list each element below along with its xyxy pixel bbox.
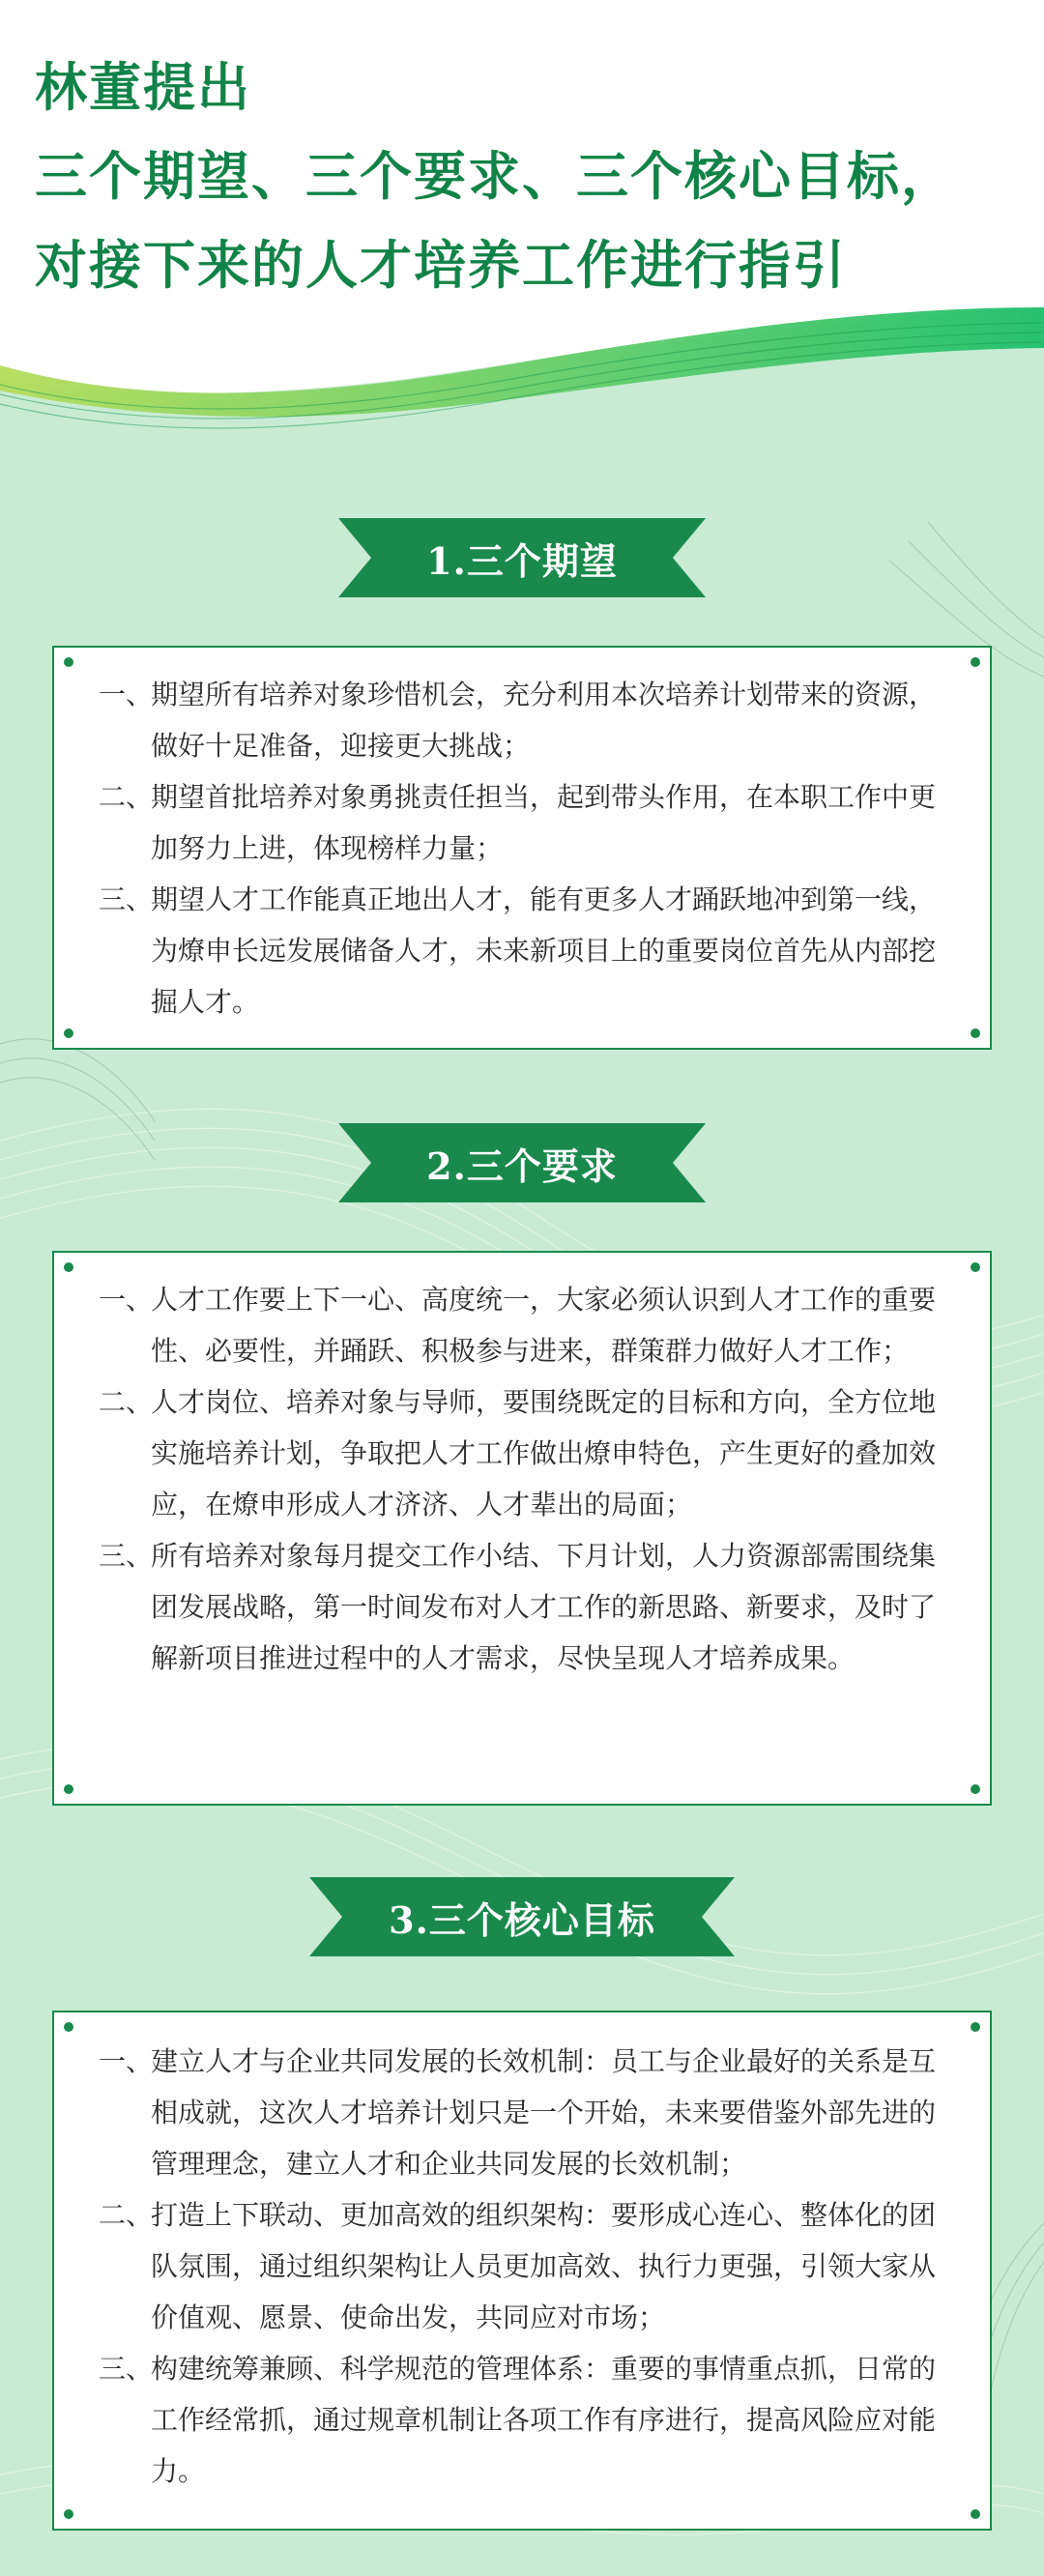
section-3-title: 3.三个核心目标 xyxy=(389,1897,655,1942)
corner-dot xyxy=(971,2509,980,2519)
item-number: 三、 xyxy=(99,1540,154,1572)
header xyxy=(0,0,1044,445)
corner-dot xyxy=(971,1784,980,1794)
list-item xyxy=(54,669,990,771)
item-number: 一、 xyxy=(99,2045,154,2077)
item-number: 三、 xyxy=(99,2353,154,2385)
item-number: 三、 xyxy=(99,883,154,915)
item-text: 人才岗位、培养对象与导师，要围绕既定的目标和方向，全方位地实施培养计划，争取把人才工作做出燎申特色，产生更好的叠加效应，在燎申形成人才济济、人才辈出的局面； xyxy=(151,1386,937,1520)
corner-dot xyxy=(64,1028,73,1038)
corner-dot xyxy=(971,2022,980,2032)
item-text: 建立人才与企业共同发展的长效机制：员工与企业最好的关系是互相成就，这次人才培养计划只是一个开始，未来要借鉴外部先进的管理理念，建立人才和企业共同发展的长效机制； xyxy=(151,2045,937,2180)
item-text: 所有培养对象每月提交工作小结、下月计划，人力资源部需围绕集团发展战略，第一时间发布对人才工作的新思路、新要求，及时了解新项目推进过程中的人才需求，尽快呈现人才培养成果。 xyxy=(151,1540,937,1674)
corner-dot xyxy=(64,657,73,667)
section-3-list xyxy=(54,2012,990,2497)
title-line-3: 对接下来的人才培养工作进行指引 xyxy=(35,234,847,296)
section-3-box xyxy=(52,2011,992,2531)
section-2-title: 2.三个要求 xyxy=(426,1143,618,1188)
list-item xyxy=(54,2343,990,2497)
item-text: 打造上下联动、更加高效的组织架构：要形成心连心、整体化的团队氛围，通过组织架构让人员更加高效、执行力更强，引领大家从价值观、愿景、使命出发，共同应对市场； xyxy=(151,2199,937,2333)
item-number: 二、 xyxy=(99,2199,154,2231)
item-number: 一、 xyxy=(99,679,154,710)
item-text: 期望首批培养对象勇挑责任担当，起到带头作用，在本职工作中更加努力上进，体现榜样力量； xyxy=(151,781,937,864)
list-item xyxy=(54,771,990,874)
section-2-box xyxy=(52,1251,992,1806)
page-title xyxy=(35,43,955,309)
corner-dot xyxy=(64,2022,73,2032)
list-item xyxy=(54,874,990,1028)
list-item xyxy=(54,1274,990,1376)
item-text: 人才工作要上下一心、高度统一，大家必须认识到人才工作的重要性、必要性，并踊跃、积极参与进来，群策群力做好人才工作； xyxy=(151,1284,937,1367)
list-item xyxy=(54,1376,990,1530)
item-text: 期望所有培养对象珍惜机会，充分利用本次培养计划带来的资源，做好十足准备，迎接更大挑战； xyxy=(151,679,937,762)
section-1-ribbon xyxy=(338,518,706,597)
item-text: 构建统筹兼顾、科学规范的管理体系：重要的事情重点抓，日常的工作经常抓，通过规章机制让各项工作有序进行，提高风险应对能力。 xyxy=(151,2353,937,2487)
title-line-1: 林董提出 xyxy=(35,56,251,118)
list-item xyxy=(54,2189,990,2343)
corner-dot xyxy=(971,657,980,667)
section-1-title: 1.三个期望 xyxy=(426,538,618,583)
title-line-2: 三个期望、三个要求、三个核心目标， xyxy=(35,145,955,207)
item-text: 期望人才工作能真正地出人才，能有更多人才踊跃地冲到第一线，为燎申长远发展储备人才，未来新项目上的重要岗位首先从内部挖掘人才。 xyxy=(151,883,937,1018)
item-number: 二、 xyxy=(99,781,154,813)
section-3-ribbon xyxy=(309,1877,735,1956)
corner-dot xyxy=(64,2509,73,2519)
section-2-list xyxy=(54,1253,990,1684)
corner-dot xyxy=(64,1262,73,1272)
corner-dot xyxy=(971,1028,980,1038)
list-item xyxy=(54,1530,990,1684)
section-1-box xyxy=(52,646,992,1050)
list-item xyxy=(54,2036,990,2189)
corner-dot xyxy=(971,1262,980,1272)
section-1-list xyxy=(54,648,990,1028)
item-number: 二、 xyxy=(99,1386,154,1418)
item-number: 一、 xyxy=(99,1284,154,1316)
section-2-ribbon xyxy=(338,1123,706,1202)
corner-dot xyxy=(64,1784,73,1794)
